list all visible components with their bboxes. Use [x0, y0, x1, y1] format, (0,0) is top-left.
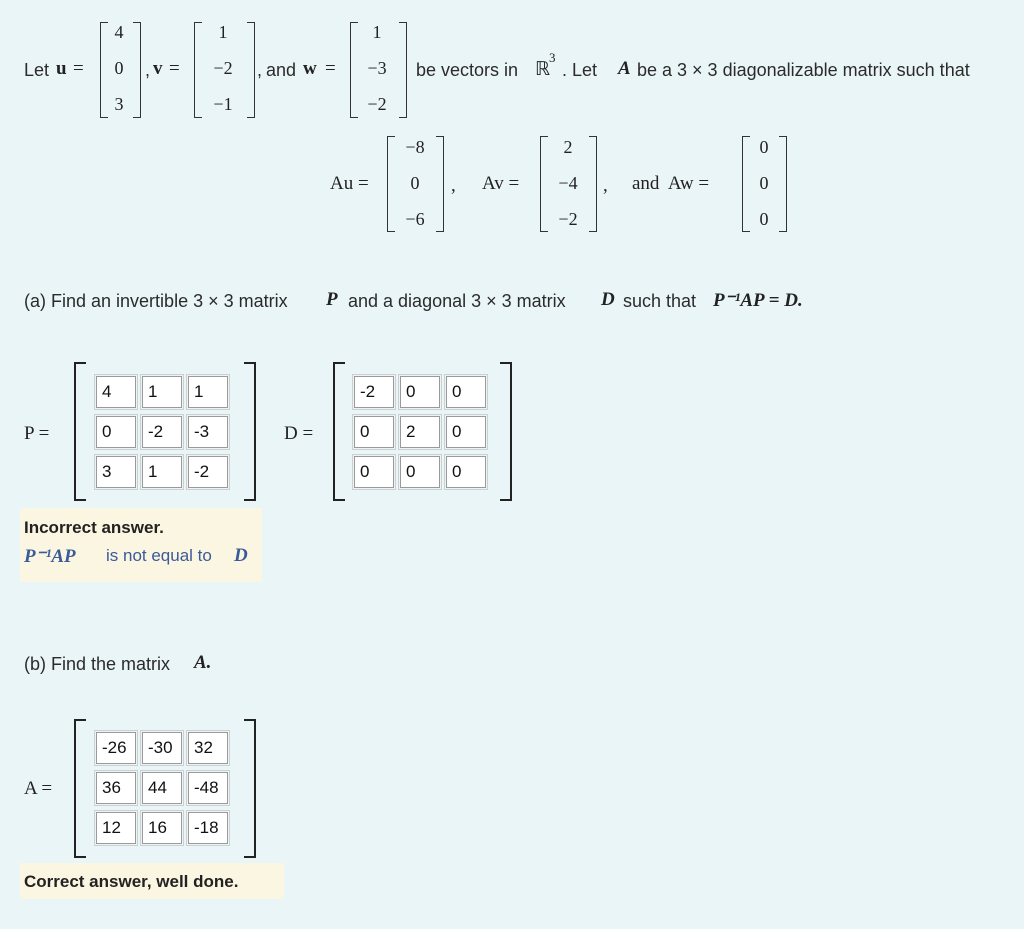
au-entry-1: −8 [405, 137, 425, 157]
feedback-d: D [234, 545, 248, 566]
p-cell-2-2[interactable]: -2 [142, 416, 182, 448]
v-bracket-right [247, 22, 255, 118]
feedback-correct [20, 863, 284, 899]
v-bracket-left [194, 22, 202, 118]
feedback-msg: is not equal to [106, 546, 212, 565]
w-entry-2: −3 [367, 58, 387, 78]
w-entry-3: −2 [367, 94, 387, 114]
au-bracket-left [387, 136, 395, 232]
u-entry-3: 3 [114, 94, 124, 114]
d-cell-2-3[interactable]: 0 [446, 416, 486, 448]
feedback-expr: P⁻¹AP [24, 546, 76, 567]
a-cell-3-2[interactable]: 16 [142, 812, 182, 844]
p-cell-1-1[interactable]: 4 [96, 376, 136, 408]
au-entry-3: −6 [405, 209, 425, 229]
u-entry-1: 4 [114, 22, 124, 42]
part-a-equation: P⁻¹AP = D. [713, 290, 803, 311]
u-entry-2: 0 [114, 58, 124, 78]
d-cell-3-1[interactable]: 0 [354, 456, 394, 488]
av-entry-2: −4 [558, 173, 578, 193]
au-bracket-right [436, 136, 444, 232]
a-cell-2-1[interactable]: 36 [96, 772, 136, 804]
be-a-text: be a 3 × 3 diagonalizable matrix such that [637, 60, 970, 80]
p-cell-3-1[interactable]: 3 [96, 456, 136, 488]
u-symbol: u [56, 58, 67, 79]
real-space-exponent: 3 [549, 50, 556, 65]
d-cell-2-1[interactable]: 0 [354, 416, 394, 448]
p-bracket-right [244, 362, 256, 501]
d-cell-2-2[interactable]: 2 [400, 416, 440, 448]
v-equals: = [169, 58, 180, 79]
d-cell-1-2[interactable]: 0 [400, 376, 440, 408]
part-a-p-symbol: P [326, 289, 338, 310]
v-entry-1: 1 [218, 22, 228, 42]
a-cell-1-3[interactable]: 32 [188, 732, 228, 764]
w-entry-1: 1 [372, 22, 382, 42]
part-a-mid: and a diagonal 3 × 3 matrix [348, 291, 566, 311]
part-b-prefix: (b) Find the matrix [24, 654, 171, 674]
av-entry-3: −2 [558, 209, 578, 229]
d-label: D = [284, 423, 314, 444]
d-bracket-right [500, 362, 512, 501]
let-a-text: . Let [562, 60, 598, 80]
d-cell-3-3[interactable]: 0 [446, 456, 486, 488]
aw-label: and Aw = [632, 173, 710, 194]
a-cell-1-1[interactable]: -26 [96, 732, 136, 764]
p-bracket-left [74, 362, 86, 501]
part-a-prefix: (a) Find an invertible 3 × 3 matrix [24, 291, 288, 311]
part-a-d-symbol: D [601, 289, 615, 310]
aw-entry-1: 0 [759, 137, 769, 157]
comma-av: , [603, 175, 608, 196]
a-label: A = [24, 778, 53, 799]
w-symbol: w [303, 58, 317, 79]
p-cell-2-3[interactable]: -3 [188, 416, 228, 448]
part-b-a-symbol: A. [194, 652, 212, 673]
feedback-incorrect-title: Incorrect answer. [24, 518, 164, 537]
v-entry-2: −2 [213, 58, 233, 78]
let-text: Let [24, 60, 50, 80]
v-symbol: v [153, 58, 163, 79]
v-entry-3: −1 [213, 94, 233, 114]
a-cell-3-1[interactable]: 12 [96, 812, 136, 844]
a-cell-1-2[interactable]: -30 [142, 732, 182, 764]
a-cell-3-3[interactable]: -18 [188, 812, 228, 844]
av-bracket-right [589, 136, 597, 232]
real-space-symbol: ℝ [535, 59, 551, 80]
p-label: P = [24, 423, 50, 444]
w-bracket-right [399, 22, 407, 118]
a-cell-2-3[interactable]: -48 [188, 772, 228, 804]
a-bracket-right [244, 719, 256, 858]
a-bracket-left [74, 719, 86, 858]
aw-entry-3: 0 [759, 209, 769, 229]
au-label: Au = [330, 173, 369, 194]
be-vectors-text: be vectors in [416, 60, 519, 80]
p-cell-3-2[interactable]: 1 [142, 456, 182, 488]
u-equals: = [73, 58, 84, 79]
a-symbol: A [618, 58, 631, 79]
av-label: Av = [482, 173, 520, 194]
p-cell-3-3[interactable]: -2 [188, 456, 228, 488]
au-entry-2: 0 [410, 173, 420, 193]
d-cell-1-3[interactable]: 0 [446, 376, 486, 408]
comma-1: , [145, 60, 151, 80]
av-bracket-left [540, 136, 548, 232]
p-cell-1-3[interactable]: 1 [188, 376, 228, 408]
part-a-suffix: such that [623, 291, 697, 311]
a-cell-2-2[interactable]: 44 [142, 772, 182, 804]
and-text: and [266, 60, 297, 80]
p-cell-2-1[interactable]: 0 [96, 416, 136, 448]
w-equals: = [325, 58, 336, 79]
d-cell-3-2[interactable]: 0 [400, 456, 440, 488]
feedback-incorrect [20, 508, 262, 582]
comma-au: , [451, 175, 456, 196]
aw-entry-2: 0 [759, 173, 769, 193]
d-bracket-left [333, 362, 345, 501]
comma-2: , [257, 60, 263, 80]
d-cell-1-1[interactable]: -2 [354, 376, 394, 408]
av-entry-1: 2 [563, 137, 573, 157]
p-cell-1-2[interactable]: 1 [142, 376, 182, 408]
feedback-correct-title: Correct answer, well done. [24, 872, 239, 891]
